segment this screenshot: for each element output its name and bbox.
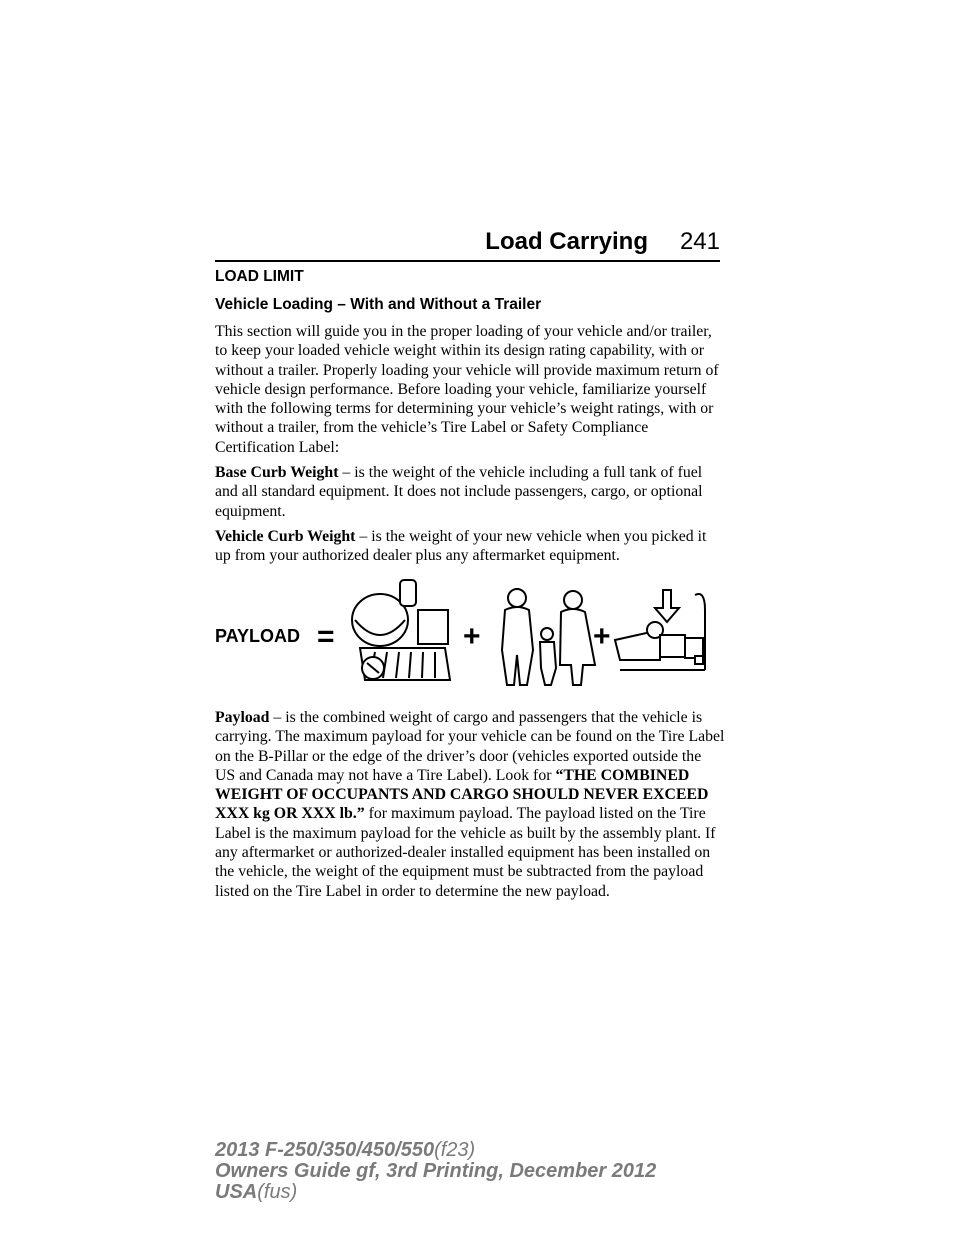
payload-term: Payload: [215, 709, 270, 726]
vehicle-curb-weight-text: – is the weight of your new vehicle when you picked it up from your authorized dealer plus any aftermarket equipment.: [215, 527, 707, 565]
base-curb-weight-paragraph: [215, 463, 725, 521]
payload-label: PAYLOAD: [215, 626, 301, 646]
plus-sign-2: +: [593, 620, 611, 653]
plus-sign-1: +: [463, 620, 481, 653]
footer-line-1: [215, 1140, 656, 1161]
footer-market-code: (fus): [257, 1181, 298, 1203]
chapter-title: Load Carrying: [485, 228, 648, 255]
payload-quote: “THE COMBINED WEIGHT OF OCCUPANTS AND CARGO SHOULD NEVER EXCEED XXX kg OR XXX lb.”: [215, 766, 709, 823]
trailer-hitch-icon: [615, 590, 705, 670]
section-title: LOAD LIMIT: [215, 268, 304, 285]
payload-illustration: [215, 570, 715, 695]
payload-text-1: – is the combined weight of cargo and passengers that the vehicle is carrying. The maximum payload for your vehicle can be found on the Tire Label on the B-Pillar or the edge of the driver’s door (vehicles exported outside the US and Canada may not have a Tire Label). Look for: [215, 709, 725, 784]
footer-model: 2013 F-250/350/450/550: [215, 1139, 435, 1161]
passengers-icon: [502, 589, 595, 685]
payload-section: [215, 708, 725, 907]
footer-printing: Owners Guide gf, 3rd Printing, December 2012: [215, 1160, 657, 1182]
base-curb-weight-text: – is the weight of the vehicle including a full tank of fuel and all standard equipment. It does not include passengers, cargo, or optional equipment.: [215, 464, 703, 520]
cargo-icon: [352, 580, 450, 680]
footer-line-3: [215, 1182, 656, 1203]
equals-sign: =: [317, 620, 335, 653]
base-curb-weight-term: Base Curb Weight: [215, 464, 339, 482]
footer-line-2: [215, 1161, 656, 1182]
footer-market: USA: [215, 1181, 258, 1203]
main-text: [215, 268, 725, 572]
vehicle-curb-weight-term: Vehicle Curb Weight: [215, 527, 356, 545]
payload-figure: [215, 570, 715, 695]
page-header: [215, 228, 720, 262]
payload-paragraph: [215, 708, 725, 901]
sub-title: Vehicle Loading – With and Without a Trailer: [215, 296, 542, 313]
vehicle-curb-weight-paragraph: [215, 527, 725, 566]
page-number: 241: [679, 228, 720, 255]
intro-paragraph: This section will guide you in the proper loading of your vehicle and/or trailer, to keep your loaded vehicle weight within its design rating capability, with or without a trailer. Properly loading your vehicle will provide maximum return of vehicle design performance. Before loading your vehicle, familiarize yourself with the following terms for determining your vehicle’s weight ratings, with or without a trailer, from the vehicle’s Tire Label or Safety Compliance Certification Label:: [215, 323, 719, 456]
page-footer: [215, 1140, 656, 1203]
footer-model-code: (f23): [434, 1139, 476, 1161]
payload-text-2: for maximum payload. The payload listed on the Tire Label is the maximum payload for the vehicle as built by the assembly plant. If any aftermarket or authorized-dealer installed equipment has been installed on the vehicle, the weight of the equipment must be subtracted from the payload listed on the Tire Label in order to determine the new payload.: [215, 805, 716, 900]
